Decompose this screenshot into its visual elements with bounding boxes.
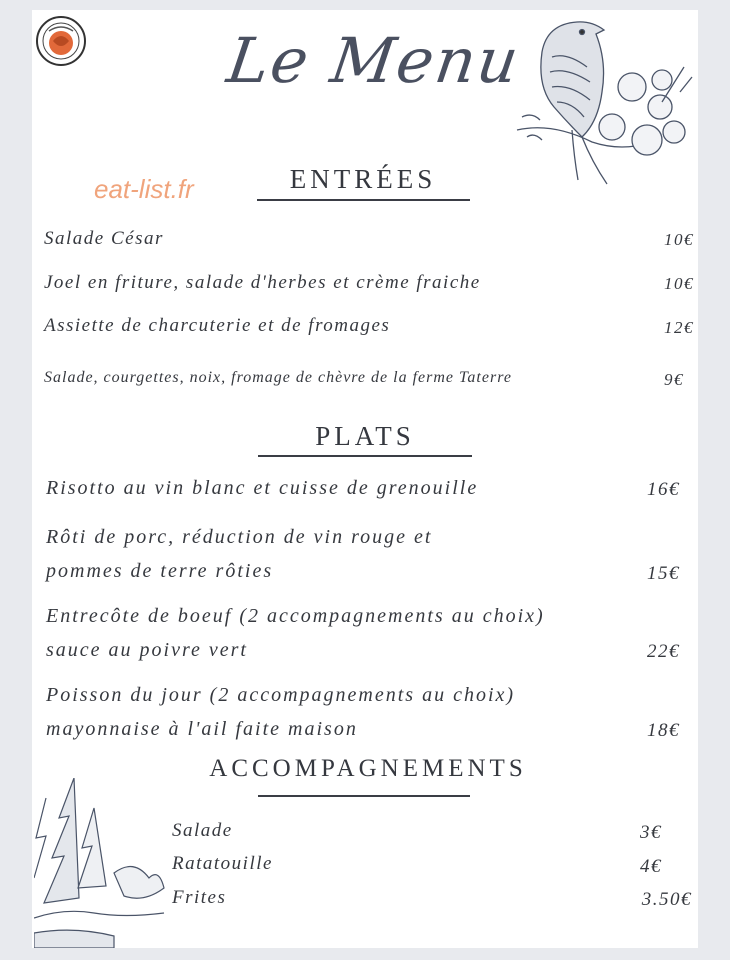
section-rule	[257, 199, 470, 201]
menu-item-price: 22€	[647, 641, 680, 662]
logo-icon	[41, 21, 81, 61]
menu-item: Salade César	[44, 228, 164, 249]
menu-item: Ratatouille	[172, 853, 273, 874]
section-rule	[258, 455, 472, 457]
menu-item-price: 3.50€	[641, 889, 692, 910]
menu-item: Joel en friture, salade d'herbes et crème fraiche	[44, 272, 481, 293]
bird-illustration	[512, 12, 698, 192]
restaurant-logo	[36, 16, 86, 66]
menu-item: Risotto au vin blanc et cuisse de grenouille	[46, 477, 479, 499]
menu-item-price: 4€	[640, 856, 662, 877]
menu-item-price: 10€	[664, 230, 694, 249]
menu-item: Salade, courgettes, noix, fromage de chèvre de la ferme Taterre	[44, 369, 512, 386]
menu-item-price: 3€	[640, 822, 662, 843]
menu-item: Entrecôte de boeuf (2 accompagnements au choix)	[46, 605, 545, 627]
section-rule	[258, 795, 470, 797]
tree-illustration	[34, 778, 174, 948]
menu-item-price: 12€	[664, 318, 694, 337]
menu-item: Assiette de charcuterie et de fromages	[44, 315, 391, 336]
menu-item-price: 18€	[647, 720, 680, 741]
menu-item-price: 10€	[664, 274, 694, 293]
menu-item: Rôti de porc, réduction de vin rouge et	[46, 526, 433, 548]
section-heading-accompagnements: ACCOMPAGNEMENTS	[209, 755, 527, 782]
menu-item: Poisson du jour (2 accompagnements au choix)	[46, 684, 516, 706]
section-heading-plats: PLATS	[315, 421, 415, 451]
menu-item-line2: mayonnaise à l'ail faite maison	[46, 718, 358, 740]
menu-item-line2: sauce au poivre vert	[46, 639, 248, 661]
menu-item-price: 16€	[647, 479, 680, 500]
menu-item: Salade	[172, 820, 233, 841]
menu-item-price: 15€	[647, 563, 680, 584]
menu-item-price: 9€	[664, 370, 684, 389]
menu-item-line2: pommes de terre rôties	[46, 560, 274, 582]
section-heading-entrees: ENTRÉES	[289, 164, 437, 194]
watermark: eat-list.fr	[94, 174, 194, 204]
menu-item: Frites	[172, 887, 227, 908]
menu-title: Le Menu	[222, 24, 525, 97]
